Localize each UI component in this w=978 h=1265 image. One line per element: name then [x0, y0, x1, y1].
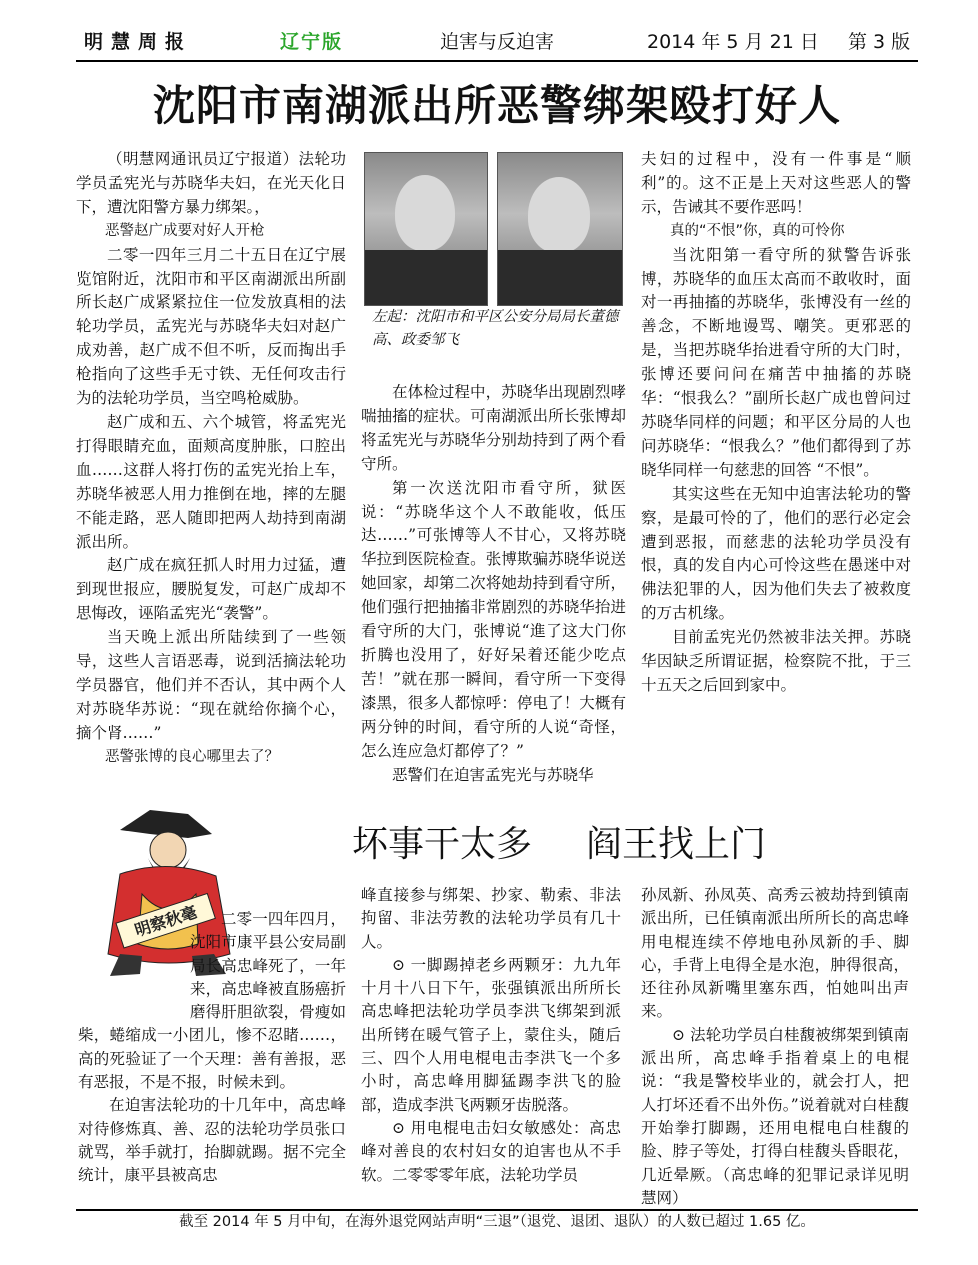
edition-label: 辽宁版	[280, 31, 344, 53]
article2-title	[352, 822, 792, 868]
article1-title: 沈阳市南湖派出所恶警绑架殴打好人	[152, 81, 841, 130]
article2-column-3	[641, 884, 909, 1210]
paragraph: 夫妇的过程中，没有一件事是“顺利”的。这不正是上天对这些恶人的警示，告诫其不要作恶吗！	[641, 150, 911, 216]
paragraph: 其实这些在无知中迫害法轮功的警察，是最可怜的了，他们的恶行必定会遭到恶报，而慈悲的法轮功学员没有恨，真的发自内心可怜这些在愚迷中对佛法犯罪的人，因为他们失去了被救度的万古机缘。	[641, 484, 911, 623]
article2-column-2	[361, 884, 621, 1187]
article2-title-part2: 阎王找上门	[586, 824, 767, 865]
paragraph: 二零一四年四月，沈阳市康平县公安局副局长高忠峰死了，一年来，高忠峰被直肠癌折磨得肝胆欲裂，骨瘦如柴，蜷缩成一小团儿，惨不忍睹……，高的死验证了一个天理：善有善报，恶有恶报，不是不报，时候未到。	[78, 910, 346, 1092]
paragraph: ⊙ 法轮功学员白桂馥被绑架到镇南派出所，高忠峰手指着桌上的电棍说：“我是警校毕业的，就会打人，把人打坏还看不出外伤。”说着就对白桂馥开始拳打脚踢，还用电棍电白桂馥的脸、脖子等处，打得白桂馥头昏眼花，几近晕厥。（高忠峰的犯罪记录详见明慧网）	[641, 1025, 909, 1207]
footer-rule	[76, 1209, 918, 1211]
paragraph: 恶警们在迫害孟宪光与苏晓华	[392, 765, 594, 784]
paragraph: 目前孟宪光仍然被非法关押。苏晓华因缺乏所谓证据，检察院不批，于三十五天之后回到家中。	[641, 628, 911, 694]
subheading: 真的“不恨”你，真的可怜你	[670, 222, 845, 239]
article2-column-1	[78, 908, 346, 1188]
subheading: 恶警张博的良心哪里去了？	[105, 748, 279, 765]
photo-caption: 左起：沈阳市和平区公安分局局长董德高、政委邹飞	[372, 309, 619, 348]
footer-notice: 截至 2014 年 5 月中旬，在海外退党网站声明“三退”（退党、退团、退队）的人数已超过 1.65 亿。	[179, 1214, 815, 1230]
issue-date: 2014 年 5 月 21 日	[647, 31, 819, 53]
article1-column-1	[76, 148, 346, 770]
paragraph: 第一次送沈阳市看守所，狱医说：“苏晓华这个人不敢能收，低压达……”可张博等人不甘心，又将苏晓华拉到医院检查。张博欺骗苏晓华说送她回家，却第二次将她劫持到看守所，他们强行把抽搐非常剧烈的苏晓华抬进看守所的大门，张博说“進了这大门你折腾也没用了，好好呆着还能少吃点苦！”就在那一瞬间，看守所一下变得漆黑，很多人都惊呼：停电了！大概有两分钟的时间，看守所的人说“奇怪，怎么连应急灯都停了？”	[361, 478, 626, 760]
subheading: 恶警赵广成要对好人开枪	[105, 222, 265, 239]
article2-title-part1: 坏事干太多	[352, 824, 533, 865]
photo-zou-fei	[497, 152, 623, 306]
article1-column-2	[361, 381, 626, 787]
paragraph: 赵广成在疯狂抓人时用力过猛，遭到现世报应，腰脱复发，可赵广成却不思悔改，诬陷孟宪光“袭警”。	[76, 556, 346, 623]
paragraph: 当天晚上派出所陆续到了一些领导，这些人言语恶毒，说到活摘法轮功学员器官，他们并不否认，其中两个人对苏晓华苏说：“现在就给你摘个心，摘个肾……”	[76, 628, 346, 742]
paragraph: 赵广成和五、六个城管，将孟宪光打得眼睛充血，面颊高度肿胀，口腔出血……这群人将打伤的孟宪光抬上车，苏晓华被恶人用力推倒在地，摔的左腿不能走路，恶人随即把两人劫持到南湖派出所。	[76, 412, 346, 551]
paragraph: 峰直接参与绑架、抄家、勒索、非法拘留、非法劳教的法轮功学员有几十人。	[361, 886, 621, 951]
paragraph: 二零一四年三月二十五日在辽宁展览馆附近，沈阳市和平区南湖派出所副所长赵广成紧紧拉住一位发放真相的法轮功学员，孟宪光与苏晓华夫妇对赵广成劝善，赵广成不但不听，反而掏出手枪指向了这些手无寸铁、无任何攻击行为的法轮功学员，当空鸣枪威胁。	[76, 245, 346, 408]
article1-column-3	[641, 148, 911, 698]
photo-dong-degao	[364, 152, 488, 306]
paragraph: ⊙ 用电棍电击妇女敏感处：高忠峰对善良的农村妇女的迫害也从不手软。二零零零年底，法轮功学员	[361, 1118, 621, 1184]
page-number: 第 3 版	[848, 31, 911, 53]
paper-name: 明慧周报	[84, 31, 193, 53]
header-rule	[76, 60, 918, 62]
paragraph: （明慧网通讯员辽宁报道）法轮功学员孟宪光与苏晓华夫妇，在光天化日下，遭沈阳警方暴力绑架。，	[76, 150, 346, 216]
paragraph: ⊙ 一脚踢掉老乡两颗牙：九九年十月十八日下午，张强镇派出所所长高忠峰把法轮功学员李洪飞绑架到派出所铐在暖气管子上，蒙住头，随后三、四个人用电棍电击李洪飞一个多小时，高忠峰用脚猛踢李洪飞的脸部，造成李洪飞两颗牙齿脱落。	[361, 955, 621, 1114]
section-label: 迫害与反迫害	[440, 31, 555, 53]
paragraph: 在体检过程中，苏晓华出现剧烈哮喘抽搐的症状。可南湖派出所长张博却将孟宪光与苏晓华分别劫持到了两个看守所。	[361, 383, 626, 473]
paragraph: 孙凤新、孙凤英、高秀云被劫持到镇南派出所，已任镇南派出所所长的高忠峰用电棍连续不停地电孙凤新的手、脚心，手背上电得全是水泡，肿得很高，还往孙凤新嘴里塞东西，怕她叫出声来。	[641, 886, 909, 1021]
paragraph: 在迫害法轮功的十几年中，高忠峰对待修炼真、善、忍的法轮功学员张口就骂，举手就打，抬脚就踢。据不完全统计，康平县被高忠	[78, 1096, 346, 1185]
cartoon-scroll-label: 明察秋毫	[132, 902, 200, 941]
paragraph: 当沈阳第一看守所的狱警告诉张博，苏晓华的血压太高而不敢收时，面对一再抽搐的苏晓华，张博没有一丝的善念，不断地谩骂、嘲笑。更邪恶的是，当把苏晓华抬进看守所的大门时，张博还要问问在痛苦中抽搐的苏晓华：“恨我么？”副所长赵广成也曾问过苏晓华同样的问题；和平区分局的人也问苏晓华：“恨我么？”他们都得到了苏晓华同样一句慈悲的回答 “不恨”。	[641, 245, 911, 479]
